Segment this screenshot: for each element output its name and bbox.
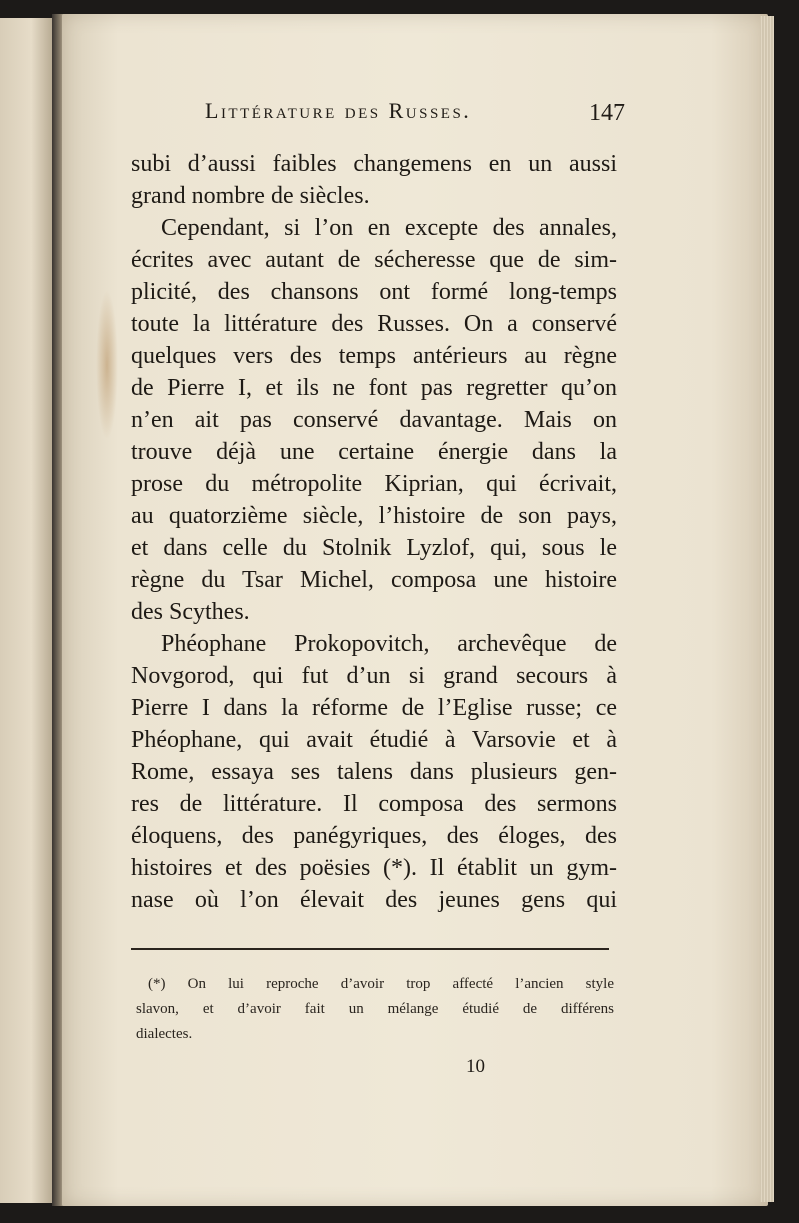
footnote (136, 972, 614, 1047)
text-line: Phéophane Prokopovitch, archevêque de (161, 631, 617, 657)
text-line: n’en ait pas conservé davantage. Mais on (131, 407, 617, 433)
text-line: prose du métropolite Kiprian, qui écrivait, (131, 471, 617, 497)
text-line: Cependant, si l’on en excepte des annales, (161, 215, 617, 241)
text-line: histoires et des poësies (*). Il établit un gym- (131, 855, 617, 881)
paper-stain (96, 290, 118, 440)
text-line: de Pierre I, et ils ne font pas regretter qu’on (131, 375, 617, 401)
text-line: quelques vers des temps antérieurs au règne (131, 343, 617, 369)
page-header (205, 98, 625, 138)
text-line: trouve déjà une certaine énergie dans la (131, 439, 617, 465)
running-title: Littérature des Russes. (205, 98, 472, 123)
text-line: Rome, essaya ses talens dans plusieurs gen- (131, 759, 617, 785)
text-line: plicité, des chansons ont formé long-temps (131, 279, 617, 305)
signature-mark: 10 (466, 1056, 485, 1077)
text-line: au quatorzième siècle, l’histoire de son pays, (131, 503, 617, 529)
text-line: Phéophane, qui avait étudié à Varsovie et à (131, 727, 617, 753)
text-line: Pierre I dans la réforme de l’Eglise russe; ce (131, 695, 617, 721)
text-line: grand nombre de siècles. (131, 183, 370, 209)
text-line: écrites avec autant de sécheresse que de sim- (131, 247, 617, 273)
text-line: subi d’aussi faibles changemens en un aussi (131, 151, 617, 177)
footnote-line: dialectes. (136, 1026, 193, 1042)
page-number: 147 (589, 100, 625, 126)
text-line: Novgorod, qui fut d’un si grand secours à (131, 663, 617, 689)
text-line: et dans celle du Stolnik Lyzlof, qui, sous le (131, 535, 617, 561)
facing-page-edge (0, 18, 54, 1203)
page-edges (760, 16, 774, 1202)
footnote-line: slavon, et d’avoir fait un mélange étudié de différens (136, 1001, 614, 1017)
footnote-line: (*) On lui reproche d’avoir trop affecté l’ancien style (148, 976, 614, 992)
text-line: règne du Tsar Michel, composa une histoire (131, 567, 617, 593)
text-line: res de littérature. Il composa des sermons (131, 791, 617, 817)
text-line: des Scythes. (131, 599, 250, 625)
body-text (131, 148, 617, 916)
footnote-rule (131, 948, 609, 950)
text-line: éloquens, des panégyriques, des éloges, des (131, 823, 617, 849)
text-line: nase où l’on élevait des jeunes gens qui (131, 887, 617, 913)
text-line: toute la littérature des Russes. On a conservé (131, 311, 617, 337)
